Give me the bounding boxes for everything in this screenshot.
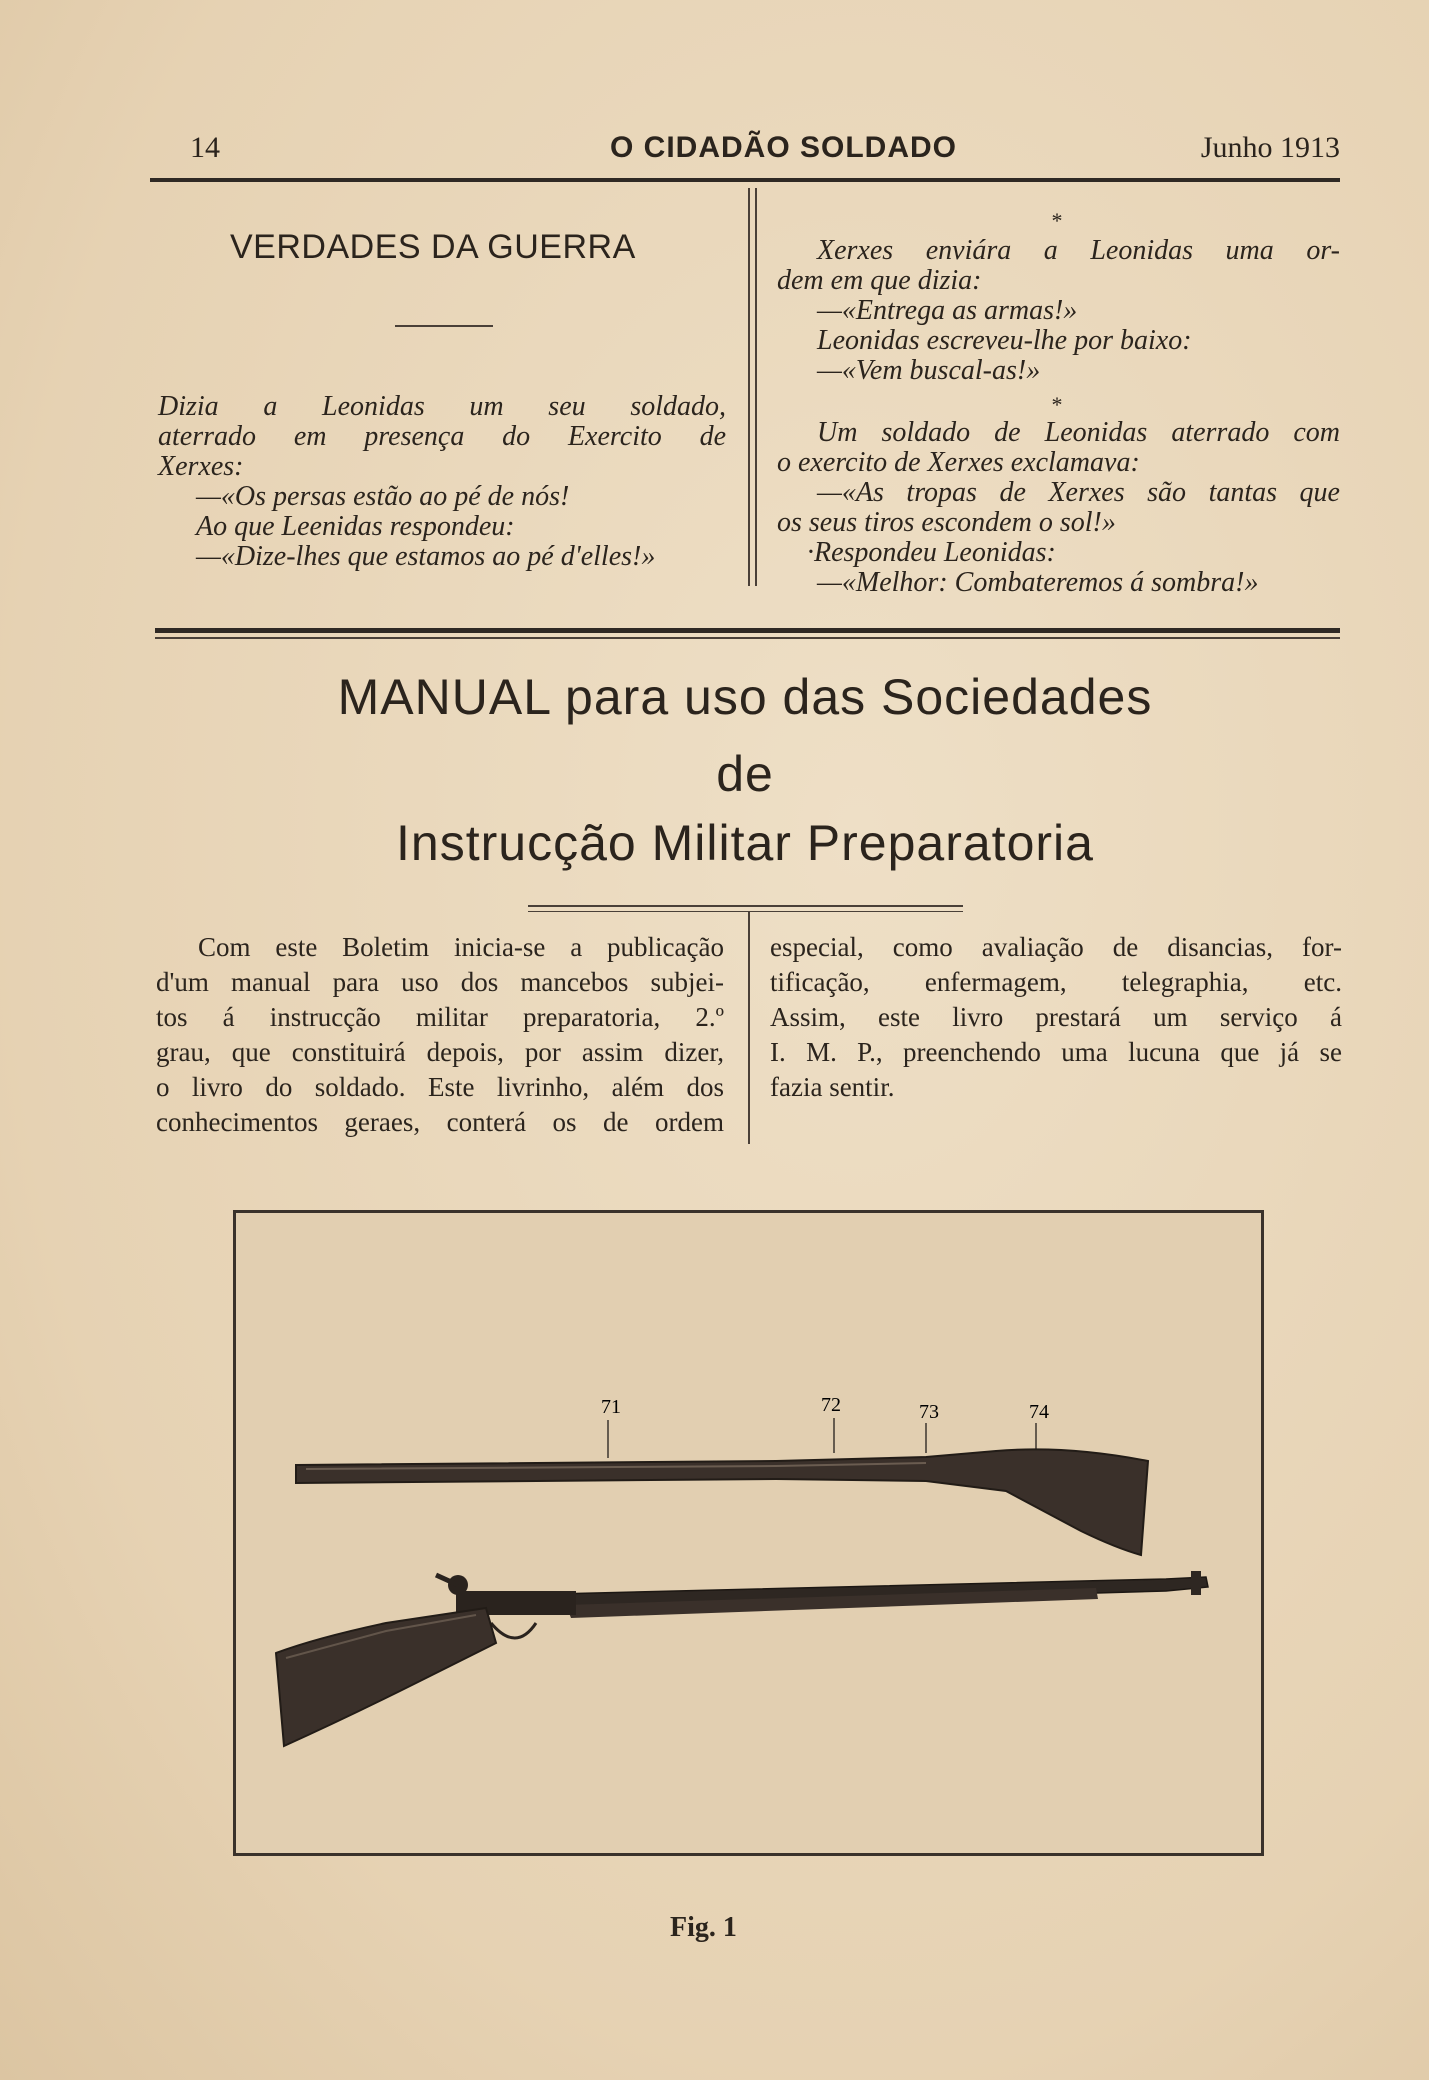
text-line: Assim, este livro prestará um serviço á	[770, 1002, 1342, 1032]
text-line: d'um manual para uso dos mancebos subjei-	[156, 967, 724, 997]
star-separator: *	[1051, 208, 1063, 233]
text-line: fazia sentir.	[770, 1072, 895, 1102]
manual-title-line-1: MANUAL para uso das Sociedades	[337, 669, 1153, 725]
text-line: Xerxes enviára a Leonidas uma or-	[817, 235, 1340, 266]
text-line: Leonidas escreveu-lhe por baixo:	[817, 325, 1192, 356]
text-line: tificação, enfermagem, telegraphia, etc.	[770, 967, 1342, 997]
part-label: 73	[919, 1401, 939, 1423]
ornament-rule	[528, 905, 963, 907]
text-line: grau, que constituirá depois, por assim dizer,	[156, 1037, 724, 1067]
text-line: o exercito de Xerxes exclamava:	[777, 447, 1140, 478]
body-left-column	[156, 930, 724, 1140]
text-line: —«Dize-lhes que estamos ao pé d'elles!»	[196, 541, 656, 572]
text-line: Dizia a Leonidas um seu soldado,	[158, 391, 726, 422]
text-line: ·Respondeu Leonidas:	[807, 537, 1056, 568]
text-line: Com este Boletim inicia-se a publicação	[198, 932, 724, 962]
section-rule	[155, 628, 1340, 633]
text-line: —«Os persas estão ao pé de nós!	[196, 481, 570, 512]
text-line: —«Vem buscal-as!»	[817, 355, 1041, 386]
manual-title-line-2: de	[716, 746, 774, 802]
text-line: especial, como avaliação de disancias, for-	[770, 932, 1342, 962]
text-line: o livro do soldado. Este livrinho, além dos	[156, 1072, 724, 1102]
text-line: Xerxes:	[158, 451, 244, 482]
text-line: Um soldado de Leonidas aterrado com	[817, 417, 1340, 448]
column-divider	[755, 188, 757, 586]
verdades-right-column-2	[777, 418, 1340, 598]
page-number: 14	[190, 131, 220, 164]
text-line: conhecimentos geraes, conterá os de ordem	[156, 1107, 724, 1137]
verdades-right-column	[777, 236, 1340, 386]
part-label: 72	[821, 1394, 841, 1416]
verdades-left-column	[158, 392, 726, 572]
text-line: os seus tiros escondem o sol!»	[777, 507, 1116, 538]
manual-title-line-3: Instrucção Militar Preparatoria	[396, 815, 1094, 871]
column-divider	[748, 912, 750, 1144]
header-rule	[150, 178, 1340, 182]
part-label: 71	[601, 1396, 621, 1418]
text-line: —«Entrega as armas!»	[817, 295, 1078, 326]
text-line: aterrado em presença do Exercito de	[158, 421, 726, 452]
issue-date: Junho 1913	[1200, 131, 1340, 164]
text-line: Ao que Leenidas respondeu:	[196, 511, 515, 542]
rifle-illustration	[236, 1213, 1261, 1853]
body-right-column	[770, 930, 1342, 1105]
star-separator: *	[1051, 392, 1063, 417]
rifle-complete	[276, 1571, 1208, 1746]
title-underline	[395, 325, 493, 327]
text-line: —«Melhor: Combateremos á sombra!»	[817, 567, 1259, 598]
part-label: 74	[1029, 1401, 1049, 1423]
page-header	[150, 125, 1340, 175]
section-title-verdades: VERDADES DA GUERRA	[230, 228, 636, 266]
text-line: I. M. P., preenchendo uma lucuna que já se	[770, 1037, 1342, 1067]
figure-caption: Fig. 1	[670, 1912, 737, 1943]
rifle-stock-top	[296, 1449, 1148, 1555]
text-line: tos á instrucção militar preparatoria, 2.º	[156, 1002, 724, 1032]
text-line: —«As tropas de Xerxes são tantas que	[817, 477, 1340, 508]
rifle-figure	[233, 1210, 1264, 1856]
column-divider	[748, 188, 750, 586]
text-line: dem em que dizia:	[777, 265, 982, 296]
ornament-rule	[528, 911, 963, 912]
section-rule	[155, 637, 1340, 639]
publication-title: O CIDADÃO SOLDADO	[610, 131, 957, 164]
